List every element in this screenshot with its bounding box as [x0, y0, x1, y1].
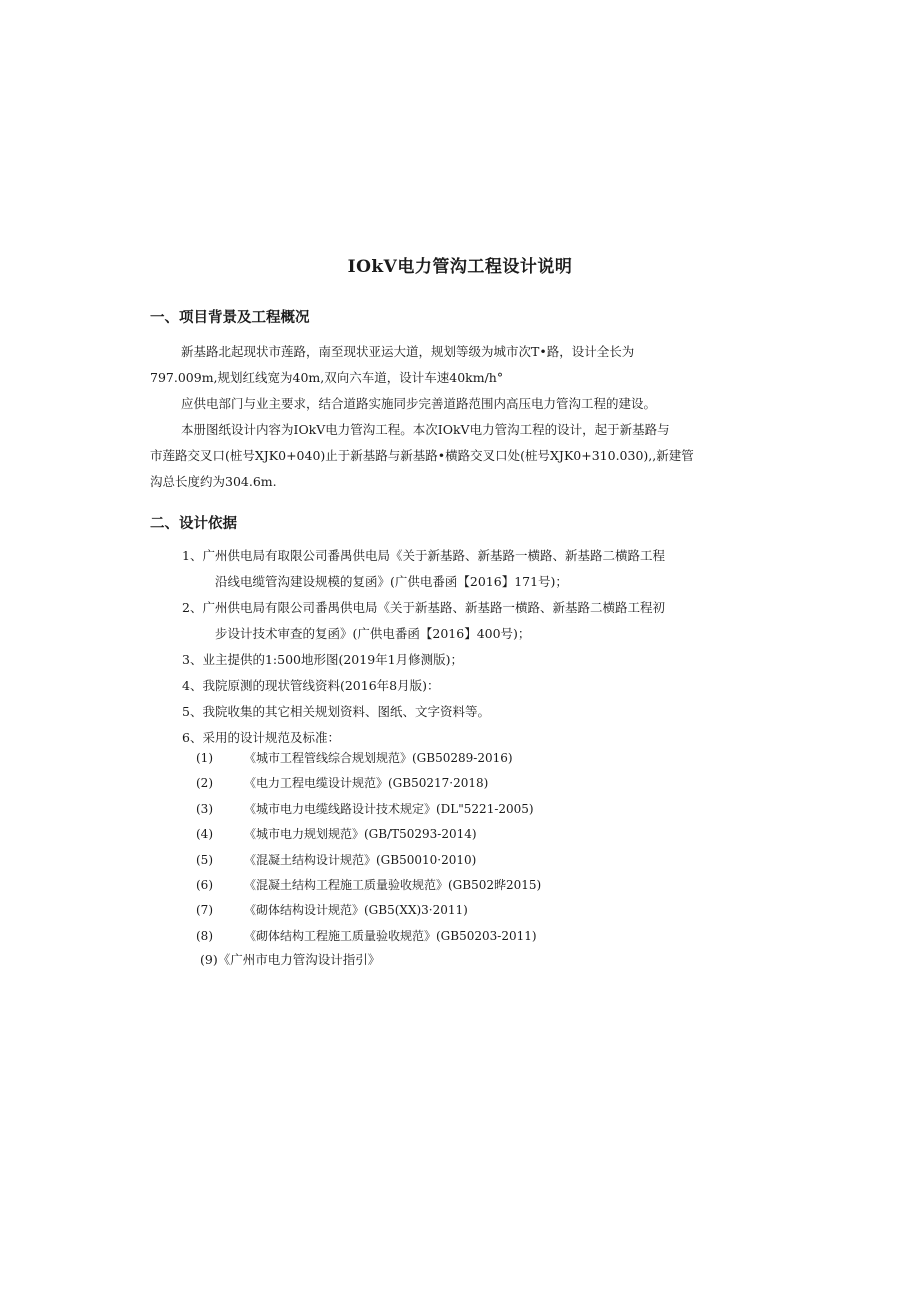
standard-title: 《城市电力规划规范》(GB/T50293-2014): [244, 827, 477, 842]
standard-title: 《电力工程电缆设计规范》(GB50217·2018): [244, 776, 489, 791]
standard-title: 《城市电力电缆线路设计技术规定》(DL"5221-2005): [244, 801, 534, 816]
standards-list: [196, 746, 716, 949]
section1-p1-line1: 新基路北起现状市莲路，南至现状亚运大道，规划等级为城市次T•路，设计全长为: [181, 344, 635, 359]
standard-number: (1): [196, 751, 213, 765]
list-item: 4、我院原测的现状管线资料(2016年8月版)：: [182, 678, 440, 693]
list-item: [182, 543, 702, 595]
basis-item-2-line1: 2、广州供电局有限公司番禺供电局《关于新基路、新基路一横路、新基路二横路工程初: [182, 600, 665, 615]
section1-heading: 一、项目背景及工程概况: [150, 309, 310, 326]
standard-title: 《砌体结构设计规范》(GB5(XX)3·2011): [244, 903, 468, 918]
standard-number: (3): [196, 801, 213, 816]
list-item: [196, 822, 716, 847]
standard-number: (6): [196, 877, 213, 892]
standard-number: (4): [196, 827, 213, 842]
basis-item-1-line2: 沿线电缆管沟建设规模的复函》(广供电番函【2016】171号)；: [215, 574, 568, 589]
standard-title: 《混凝土结构设计规范》(GB50010·2010): [244, 852, 477, 867]
standard-title: 《城市工程管线综合规划规范》(GB50289-2016): [244, 751, 513, 765]
section1-p3-line2: 市莲路交叉口(桩号XJK0+040)止于新基路与新基路•横路交叉口处(桩号XJK0+310.030),,新建管: [150, 448, 694, 463]
standard-title: 《混凝土结构工程施工质量验收规范》(GB502晔2015): [244, 877, 542, 892]
document-title: IOkV电力管沟工程设计说明: [347, 257, 573, 277]
standard-title: 《砌体结构工程施工质量验收规范》(GB50203-2011): [244, 928, 537, 943]
basis-item-1-line1: 1、广州供电局有取限公司番禺供电局《关于新基路、新基路一横路、新基路二横路工程: [182, 548, 665, 563]
section2-heading: 二、设计依据: [150, 515, 237, 532]
list-item: [196, 873, 716, 898]
standard-number: (5): [196, 852, 213, 867]
basis-item-2-line2: 步设计技术审查的复函》(广供电番函【2016】400号)；: [215, 626, 531, 641]
section1-p3-line3: 沟总长度约为304.6m.: [150, 474, 277, 489]
list-item: 6、采用的设计规范及标准：: [182, 730, 340, 745]
list-item: [196, 898, 716, 923]
design-basis-list: [182, 543, 702, 751]
section1-paragraph-1: [150, 339, 695, 495]
list-item: 3、业主提供的1:500地形图(2019年1月修测版)；: [182, 652, 463, 667]
list-item: [196, 746, 716, 771]
list-item: 5、我院收集的其它相关规划资料、图纸、文字资料等。: [182, 704, 490, 719]
section1-p1-line2: 797.009m,规划红线宽为40m,双向六车道，设计车速40km/h°: [150, 370, 504, 385]
standard-number: (2): [196, 776, 213, 791]
list-item: [196, 797, 716, 822]
standard-last-item: (9)《广州市电力管沟设计指引》: [200, 952, 381, 967]
section1-p3-line1: 本册图纸设计内容为IOkV电力管沟工程。本次IOkV电力管沟工程的设计，起于新基路与: [181, 422, 670, 437]
list-item: [196, 771, 716, 796]
list-item: [196, 924, 716, 949]
list-item: [196, 848, 716, 873]
standard-number: (7): [196, 903, 213, 918]
section1-paragraph-2: 应供电部门与业主要求，结合道路实施同步完善道路范围内高压电力管沟工程的建设。: [181, 396, 657, 411]
standard-number: (8): [196, 928, 213, 943]
list-item: [182, 595, 702, 647]
